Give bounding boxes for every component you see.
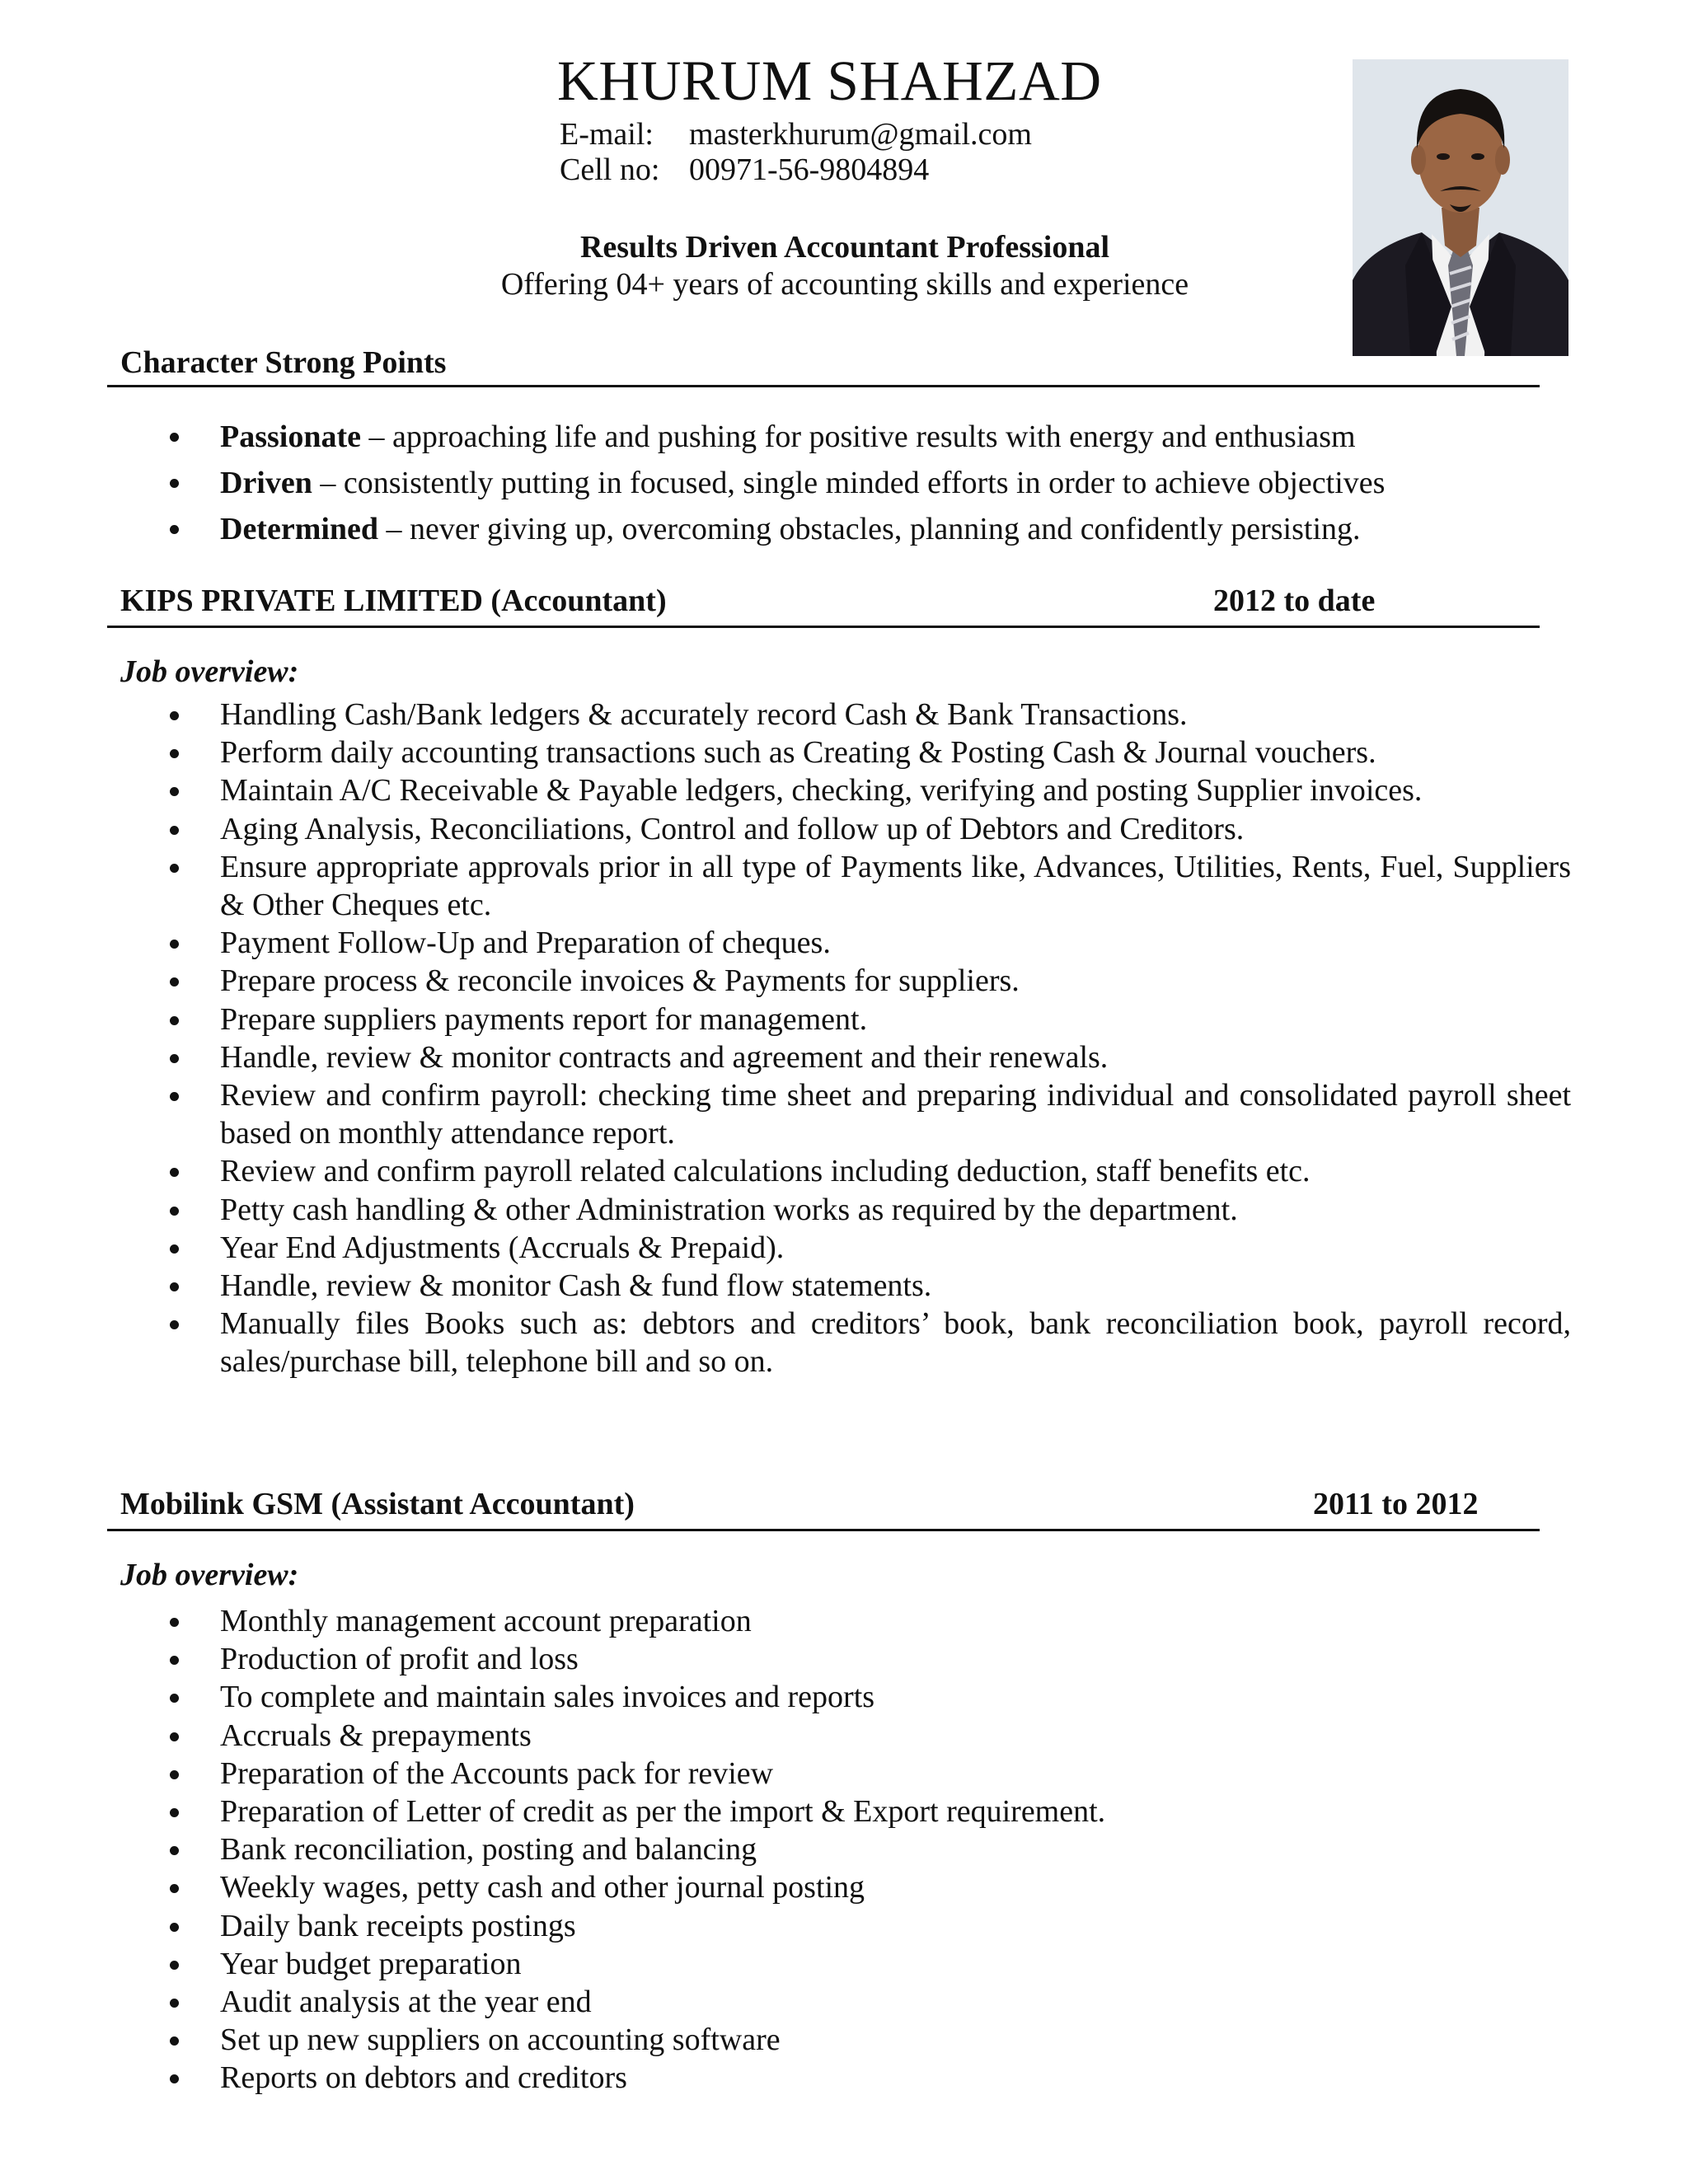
list-item: Preparation of the Accounts pack for review <box>0 1755 1571 1793</box>
list-item: Ensure appropriate approvals prior in all type of Payments like, Advances, Utilities, Rents, Fuel, Suppliers & Other Cheques etc. <box>0 848 1571 924</box>
list-item: Payment Follow-Up and Preparation of cheques. <box>0 924 1571 962</box>
list-item: Production of profit and loss <box>0 1640 1571 1678</box>
job-duties-list <box>0 1602 1571 2097</box>
phone-label: Cell no: <box>560 152 660 187</box>
section-divider <box>107 385 1540 387</box>
list-item: Maintain A/C Receivable & Payable ledgers, checking, verifying and posting Supplier invoices. <box>0 771 1571 809</box>
list-item: Perform daily accounting transactions such as Creating & Posting Cash & Journal vouchers. <box>0 733 1571 771</box>
strong-point-keyword: Driven <box>220 466 312 500</box>
strong-points-heading <box>120 344 1540 382</box>
strong-point-text: – never giving up, overcoming obstacles, planning and confidently persisting. <box>378 512 1361 546</box>
job-period: 2011 to 2012 <box>1313 1487 1479 1521</box>
job-overview-label: Job overview: <box>120 1558 299 1592</box>
strong-point-text: – consistently putting in focused, single minded efforts in order to achieve objectives <box>312 466 1386 500</box>
job-duties-list <box>0 696 1571 1381</box>
email-label: E-mail: <box>560 117 654 152</box>
list-item: Year budget preparation <box>0 1945 1571 1983</box>
list-item: Preparation of Letter of credit as per the import & Export requirement. <box>0 1793 1571 1830</box>
strong-points-title: Character Strong Points <box>120 345 447 380</box>
candidate-name: KHURUM SHAHZAD <box>557 49 1102 112</box>
list-item: Year End Adjustments (Accruals & Prepaid). <box>0 1229 1571 1267</box>
phone-number: 00971-56-9804894 <box>689 152 930 187</box>
list-item: Reports on debtors and creditors <box>0 2059 1571 2097</box>
professional-title: Results Driven Accountant Professional <box>579 230 1110 265</box>
job-company-title: Mobilink GSM (Assistant Accountant) <box>120 1487 635 1521</box>
strong-point-keyword: Determined <box>220 512 379 546</box>
list-item: Handle, review & monitor Cash & fund flow statements. <box>0 1267 1571 1305</box>
list-item: Weekly wages, petty cash and other journal posting <box>0 1868 1571 1906</box>
list-item: Aging Analysis, Reconciliations, Control and follow up of Debtors and Creditors. <box>0 810 1571 848</box>
list-item <box>0 460 1385 506</box>
list-item: Review and confirm payroll related calculations including deduction, staff benefits etc. <box>0 1152 1571 1190</box>
email-address: masterkhurum@gmail.com <box>689 117 1032 152</box>
section-divider <box>107 626 1540 628</box>
list-item: Manually files Books such as: debtors and creditors’ book, bank reconciliation book, payroll record, sales/purchase bill, telephone bill and so on. <box>0 1305 1571 1380</box>
strong-points-list <box>0 414 1385 552</box>
email-line <box>560 115 1032 153</box>
job-heading-mobilink <box>120 1485 1540 1523</box>
list-item: Audit analysis at the year end <box>0 1983 1571 2021</box>
experience-summary: Offering 04+ years of accounting skills and experience <box>500 267 1189 302</box>
list-item: Monthly management account preparation <box>0 1602 1571 1640</box>
list-item: Petty cash handling & other Administration works as required by the department. <box>0 1191 1571 1229</box>
list-item: Prepare process & reconcile invoices & Payments for suppliers. <box>0 962 1571 1000</box>
section-divider <box>107 1529 1540 1531</box>
list-item: Handle, review & monitor contracts and agreement and their renewals. <box>0 1038 1571 1076</box>
list-item: Prepare suppliers payments report for management. <box>0 1001 1571 1038</box>
phone-line <box>560 151 929 189</box>
list-item: To complete and maintain sales invoices and reports <box>0 1678 1571 1716</box>
list-item: Set up new suppliers on accounting software <box>0 2021 1571 2059</box>
job-overview-label: Job overview: <box>120 654 299 689</box>
list-item: Daily bank receipts postings <box>0 1907 1571 1945</box>
list-item <box>0 414 1385 460</box>
list-item: Accruals & prepayments <box>0 1717 1571 1755</box>
list-item: Handling Cash/Bank ledgers & accurately record Cash & Bank Transactions. <box>0 696 1571 733</box>
job-heading-kips <box>120 582 1540 620</box>
job-company-title: KIPS PRIVATE LIMITED (Accountant) <box>120 583 667 618</box>
list-item: Bank reconciliation, posting and balancing <box>0 1830 1571 1868</box>
portrait-photo <box>1353 59 1568 356</box>
list-item: Review and confirm payroll: checking time sheet and preparing individual and consolidated payroll sheet based on monthly attendance report. <box>0 1076 1571 1152</box>
strong-point-text: – approaching life and pushing for positive results with energy and enthusiasm <box>361 419 1356 454</box>
list-item <box>0 506 1385 552</box>
portrait-illustration <box>1353 59 1568 356</box>
strong-point-keyword: Passionate <box>220 419 361 454</box>
job-period: 2012 to date <box>1213 583 1376 618</box>
